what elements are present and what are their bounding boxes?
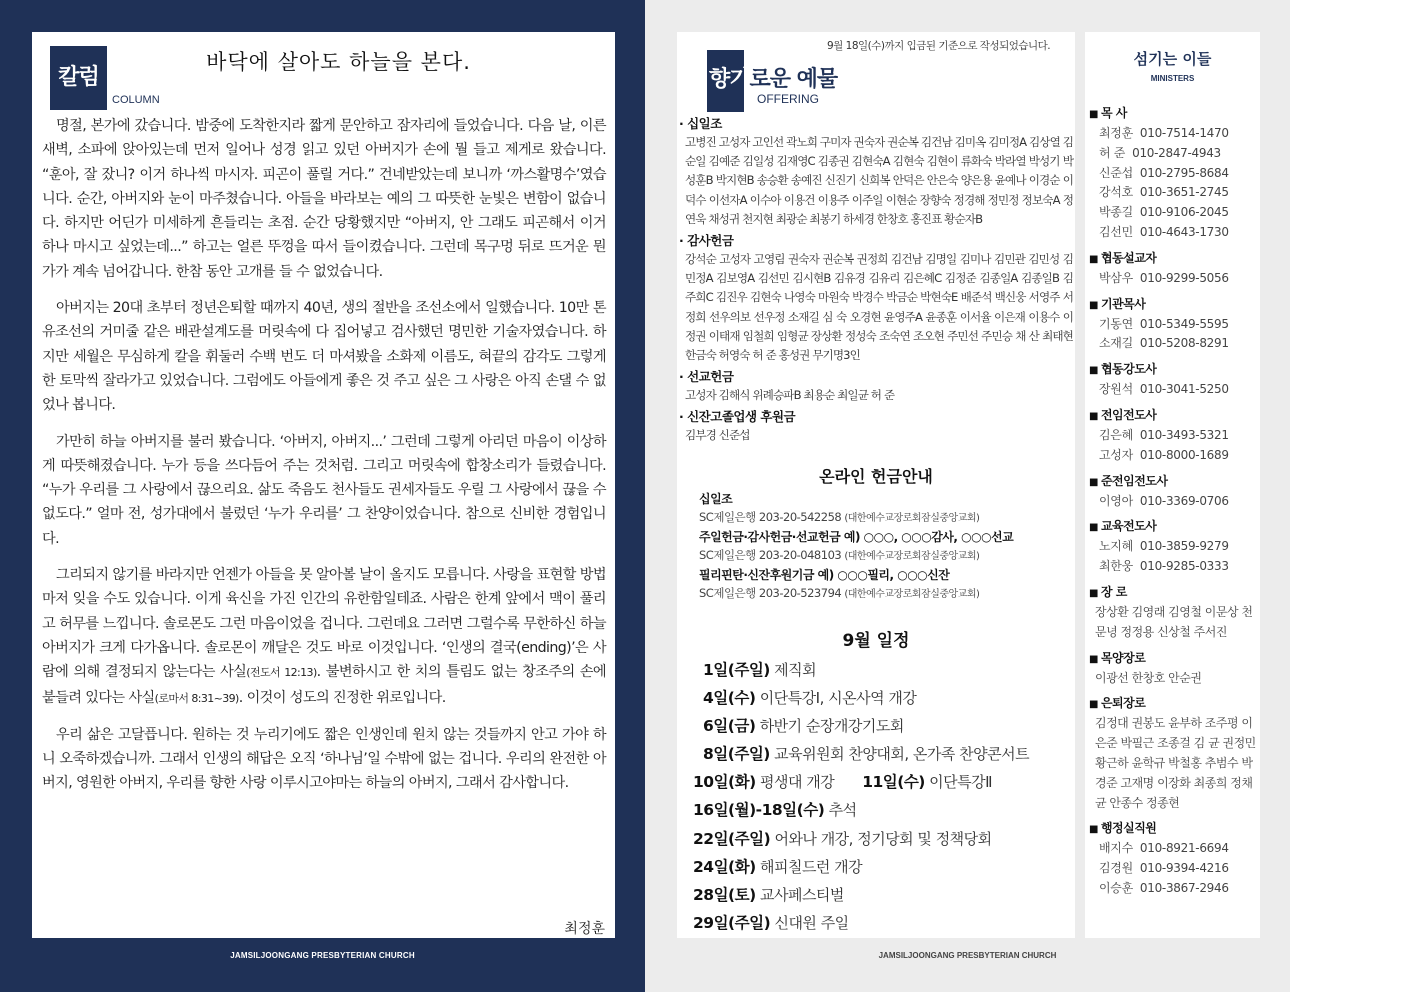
minister-entry [1089, 879, 1257, 899]
schedule-date: 8일(주일) [703, 745, 770, 764]
minister-name: 노지혜 [1099, 539, 1133, 554]
minister-phone: 010-2795-8684 [1139, 165, 1229, 180]
schedule-date: 29일(주일) [693, 913, 771, 932]
minister-entry [1089, 124, 1257, 144]
minister-name: 이영아 [1099, 493, 1133, 508]
schedule-event: 이단특강Ⅰ, 시온사역 개강 [759, 689, 917, 708]
schedule-date: 28일(토) [693, 885, 756, 904]
minister-name: 신준섭 [1099, 165, 1133, 180]
minister-entry [1089, 315, 1257, 335]
schedule-event: 추석 [828, 801, 857, 820]
minister-role: ■ 목 사 [1089, 104, 1257, 124]
offering-section-title: · 십일조 [679, 115, 1073, 133]
column-badge-en: COLUMN [112, 94, 160, 106]
minister-phone: 010-9299-5056 [1139, 270, 1229, 285]
minister-entry [1089, 859, 1257, 879]
minister-name: 강석호 [1099, 185, 1133, 200]
account-number: SC제일은행 203-20-048103 [699, 548, 842, 562]
minister-entry [1089, 557, 1257, 577]
account-number: SC제일은행 203-20-542258 [699, 510, 842, 524]
column-paragraph-text: . 이것이 성도의 진정한 위로입니다. [238, 689, 446, 706]
offering-panel [677, 32, 1075, 938]
schedule-date: 4일(수) [703, 689, 756, 708]
minister-role: ■ 협동설교자 [1089, 249, 1257, 269]
column-panel [32, 32, 615, 938]
minister-name: 소재길 [1099, 336, 1133, 351]
schedule-date: 1일(주일) [703, 661, 770, 679]
minister-name: 이승훈 [1099, 880, 1133, 895]
column-paragraph: 가만히 하늘 아버지를 불러 봤습니다. ‘아버지, 아버지...’ 그런데 그렇게 아리던 마음이 이상하게 따뜻해졌습니다. 누가 등을 쓰다듬어 주는 것처럼. 그리고 머릿속에 합창소리가 들렸습니다. “누가 우리를 그 사랑에서 끊으리요. 삶도 죽음도 천사들도 권세자들도 우릴 그 사랑에서 끊을 수 없도다.” 얼마 전, 성가대에서 불렀던 ‘누가 우리를’ 그 찬양이었습니다. 참으로 신비한 경험입니다. [42, 433, 606, 547]
bible-reference: (로마서 8:31~39) [154, 691, 239, 705]
minister-phone: 010-8000-1689 [1139, 447, 1229, 462]
minister-phone: 010-3369-0706 [1139, 493, 1229, 508]
column-body [42, 114, 606, 808]
schedule-event: 교사페스티벌 [759, 885, 844, 904]
schedule-row [693, 712, 1073, 740]
column-paragraph-text: . 불변하시고 한 치의 틀림도 없는 창조주의 손에 붙들려 있다는 사실 [42, 664, 606, 706]
minister-phone: 010-5349-5595 [1139, 316, 1229, 331]
minister-entry [1089, 334, 1257, 354]
footer-church-name: JAMSILJOONGANG PRESBYTERIAN CHURCH [230, 951, 415, 960]
account-number: SC제일은행 203-20-523794 [699, 586, 842, 600]
account-holder: (대한예수교장로회잠실중앙교회) [844, 551, 980, 562]
minister-name: 허 준 [1099, 145, 1126, 160]
minister-phone: 010-7514-1470 [1139, 126, 1229, 140]
column-paragraph: 아버지는 20대 초부터 정년은퇴할 때까지 40년, 생의 절반을 조선소에서 일했습니다. 10만 톤 유조선의 거미줄 같은 배관설계도를 머릿속에 다 집어넣고 검사했던 명민한 기술자였습니다. 하지만 세월은 무심하게 칼을 휘둘러 수백 번도 더 마셔봤을 소화제 이름도, 혀끝의 감각도 그렇게 한 토막씩 잘라가고 있었습니다. 그럼에도 아들에게 좋은 것 주고 싶은 그 사랑은 아직 손댈 수 없었나 봅니다. [42, 300, 606, 414]
offering-title [709, 62, 837, 93]
schedule-date: 24일(화) [693, 857, 756, 876]
minister-role: ■ 은퇴장로 [1089, 694, 1257, 714]
minister-name: 최한웅 [1099, 559, 1133, 574]
minister-entry [1089, 223, 1257, 243]
offering-section-title: · 감사헌금 [679, 232, 1073, 250]
column-title: 바닥에 살아도 하늘을 본다. [206, 50, 471, 74]
minister-entry [1089, 446, 1257, 466]
minister-name: 김선민 [1099, 224, 1133, 239]
schedule-row [693, 825, 1073, 853]
ministers-list [1089, 98, 1257, 899]
schedule-date: 22일(주일) [693, 829, 771, 848]
minister-names: 장상환 김영래 김영철 이문상 천문녕 정정용 신상철 주서진 [1095, 604, 1253, 639]
minister-entry [1089, 380, 1257, 400]
schedule-date: 16일(월)-18일(수) [693, 801, 825, 820]
schedule-list [693, 656, 1073, 937]
column-badge-label: 칼럼 [58, 65, 99, 90]
offering-section-names: 강석순 고성자 고영림 권숙자 권순복 권정희 김건남 김명일 김미나 김민관 김민성 김민정A 김보영A 김선민 김시현B 김유경 김유리 김은혜C 김정준 김종일A 김종일B 김주희C 김진우 김현숙 나영숙 마원숙 박경수 박금순 박현숙E 배준석 백신웅 서영주 서정희 선우의보 선우정 소재길 심 숙 오경현 윤영주A 윤종훈 이서율 이은재 이용수 이정권 이태재 임철희 임형균 장상환 정성숙 조숙연 조오현 주민선 주민승 채 산 최태현 한금숙 허영숙 허 준 홍성권 무기명3인 [685, 252, 1073, 363]
offering-title-part: 향기 [709, 67, 750, 92]
schedule-row [693, 881, 1073, 909]
bible-reference: (전도서 12:13) [246, 666, 317, 680]
schedule-event: 제직회 [774, 661, 817, 679]
minister-entry [1089, 183, 1257, 203]
schedule-event: 해피칠드런 개강 [759, 857, 863, 876]
minister-names: 김정대 권봉도 윤부하 조주평 이은준 박필근 조종걸 김 균 권정민 황근하 윤학규 박철홍 추범수 박경준 고재명 이장화 최종희 정채균 안종수 정종현 [1095, 716, 1256, 810]
column-author: 최정훈 [564, 921, 605, 937]
column-paragraph-text: 그리되지 않기를 바라지만 언젠가 아들을 못 알아볼 날이 올지도 모릅니다. 사랑을 표현할 방법마저 잊을 수도 있습니다. 이게 육신을 가진 인간의 유한함일테죠. 사람은 한계 앞에서 맥이 풀리고 허무를 느낍니다. 솔로몬도 그런 마음이었을 겁니다. 그런데요 그러면 그럴수록 무한하신 하늘 아버지가 크게 다가옵니다. 솔로몬이 깨달은 것도 바로 이것입니다. ‘인생의 결국(ending)’은 사람에 의해 결정되지 않는다는 사실 [42, 567, 606, 681]
minister-phone: 010-3651-2745 [1139, 185, 1229, 200]
schedule-row [693, 796, 1073, 824]
minister-role: ■ 목양장로 [1089, 649, 1257, 669]
schedule-row [693, 768, 1073, 796]
offering-section-names: 고병진 고성자 고인선 곽노희 구미자 권숙자 권순복 김건남 김미옥 김미정A 김상열 김순일 김예준 김일성 김재영C 김종권 김현숙A 김현숙 김현이 류화숙 박라열 박성기 박성훈B 박지현B 송승환 송예진 신진기 신희복 안덕은 안은숙 양은용 윤예나 이경순 이덕수 이선자A 이수아 이용건 이용주 이주일 이현순 장향숙 정경해 정민정 정보숙A 정연욱 채성귀 천지현 최광순 최봉기 하세경 한창호 홍진표 황순자B [685, 135, 1073, 226]
minister-entry [1089, 164, 1257, 184]
minister-role: ■ 협동강도사 [1089, 360, 1257, 380]
offering-note: 9월 18일(수)까지 입금된 기준으로 작성되었습니다. [827, 40, 1051, 52]
ministers-title-en: MINISTERS [1150, 74, 1195, 83]
minister-phone: 010-8921-6694 [1139, 841, 1229, 856]
column-paragraph: 우리 삶은 고달픕니다. 원하는 것 누리기에도 짧은 인생인데 원치 않는 것들까지 안고 가야 하니 오죽하겠습니까. 그래서 인생의 해답은 오직 ‘하나님’일 수밖에 없는 겁니다. 우리의 완전한 아버지, 영원한 아버지, 우리를 향한 사랑 이루시고야마는 하늘의 아버지, 그래서 감사합니다. [42, 726, 606, 792]
minister-name: 장원석 [1099, 382, 1133, 397]
minister-entry [1089, 144, 1257, 164]
minister-name: 최정훈 [1099, 126, 1133, 140]
minister-phone: 010-3493-5321 [1139, 427, 1229, 442]
minister-name: 김경원 [1099, 861, 1133, 876]
minister-role: ■ 전임전도사 [1089, 406, 1257, 426]
left-page [0, 0, 645, 992]
minister-name: 배지수 [1099, 841, 1133, 856]
schedule-row [693, 684, 1073, 712]
footer-church-name: JAMSILJOONGANG PRESBYTERIAN CHURCH [878, 951, 1057, 960]
offering-section-names: 김부경 신준섭 [685, 428, 750, 443]
online-offering-list [699, 490, 1069, 604]
minister-entry [1089, 537, 1257, 557]
schedule-event: 이단특강Ⅱ [929, 773, 992, 792]
minister-phone: 010-9106-2045 [1139, 205, 1229, 220]
schedule-date: 10일(화) [693, 773, 756, 792]
column-paragraph: 명절, 본가에 갔습니다. 밤중에 도착한지라 짧게 문안하고 잠자리에 들었습니다. 다음 날, 이른 새벽, 소파에 앉아있는데 먼저 일어나 성경 읽고 있던 아버지가 손에 뭘 들고 제게로 왔습니다. “훈아, 잘 잤니? 이거 하나씩 마시자. 피곤이 풀릴 거다.” 건네받았는데 보니까 ‘까스활명수’였습니다. 순간, 아버지와 눈이 마주쳤습니다. 아들을 바라보는 예의 그 따뜻한 눈빛은 변함이 없습니다. 하지만 어딘가 미세하게 흔들리는 초점. 순간 당황했지만 “아버지, 안 그래도 피곤해서 이거 하나 마시고 싶었는데...” 하고는 얼른 뚜껑을 따서 들이켰습니다. 그런데 목구멍 뒤로 뜨거운 뭔가가 계속 넘어갑니다. 한참 동안 고개를 들 수 없었습니다. [42, 118, 606, 280]
offering-title-part: 로운 예물 [749, 67, 838, 92]
minister-entry [1089, 839, 1257, 859]
minister-name: 김은혜 [1099, 427, 1133, 442]
minister-role: ■ 준전임전도사 [1089, 472, 1257, 492]
schedule-event: 어와나 개강, 정기당회 및 정책당회 [774, 829, 992, 848]
online-item-account [699, 508, 1069, 528]
minister-role: ■ 행정실직원 [1089, 819, 1257, 839]
minister-name: 박종길 [1099, 205, 1133, 220]
minister-phone: 010-4643-1730 [1139, 224, 1229, 239]
offering-section-names: 고성자 김해식 위례승파B 최용순 최일균 허 준 [685, 388, 895, 403]
minister-role: ■ 교육전도사 [1089, 517, 1257, 537]
minister-phone: 010-2847-4943 [1132, 145, 1221, 160]
schedule-row [693, 656, 1073, 684]
offering-sections [679, 112, 1073, 446]
schedule-row [693, 853, 1073, 881]
online-offering-title: 온라인 헌금안내 [819, 467, 933, 486]
account-holder: (대한예수교장로회잠실중앙교회) [844, 589, 980, 600]
minister-name: 기동연 [1099, 316, 1133, 331]
offering-section-title: · 선교헌금 [679, 368, 1073, 386]
minister-entry [1089, 269, 1257, 289]
minister-role: ■ 기관목사 [1089, 295, 1257, 315]
minister-role: ■ 장 로 [1089, 583, 1257, 603]
offering-section-title: · 신잔고졸업생 후원금 [679, 408, 1073, 426]
minister-name: 박삼우 [1099, 270, 1133, 285]
minister-entry [1089, 492, 1257, 512]
minister-entry [1089, 426, 1257, 446]
minister-phone: 010-3867-2946 [1139, 880, 1229, 895]
schedule-row [693, 909, 1073, 937]
minister-name: 고성자 [1099, 447, 1133, 462]
schedule-title: 9월 일정 [842, 631, 910, 651]
schedule-row [693, 740, 1073, 768]
minister-phone: 010-9394-4216 [1139, 861, 1229, 876]
online-item-account [699, 546, 1069, 566]
column-paragraph [42, 563, 606, 711]
minister-names: 이광선 한창호 안순권 [1095, 670, 1202, 685]
minister-phone: 010-5208-8291 [1139, 336, 1229, 351]
online-item-label: 십일조 [699, 492, 733, 506]
schedule-date: 11일(수) [862, 773, 925, 792]
schedule-event: 하반기 순장개강기도회 [759, 717, 904, 736]
minister-phone: 010-3859-9279 [1139, 539, 1229, 554]
ministers-panel [1085, 32, 1260, 938]
minister-phone: 010-9285-0333 [1139, 559, 1229, 574]
online-item-label: 필리핀탄·신잔후원기금 예) ○○○필리, ○○○신잔 [699, 568, 950, 582]
account-holder: (대한예수교장로회잠실중앙교회) [844, 513, 980, 524]
online-item-account [699, 584, 1069, 604]
schedule-event: 평생대 개강 [759, 773, 835, 792]
schedule-event: 교육위원회 찬양대회, 온가족 찬양콘서트 [774, 745, 1030, 764]
offering-title-en: OFFERING [757, 92, 819, 106]
minister-entry [1089, 203, 1257, 223]
ministers-title: 섬기는 이들 [1133, 50, 1212, 68]
online-item-label: 주일헌금·감사헌금·선교헌금 예) ○○○, ○○○감사, ○○○선교 [699, 530, 1014, 544]
minister-phone: 010-3041-5250 [1139, 382, 1229, 397]
schedule-date: 6일(금) [703, 717, 756, 736]
schedule-event: 신대원 주일 [774, 913, 849, 932]
